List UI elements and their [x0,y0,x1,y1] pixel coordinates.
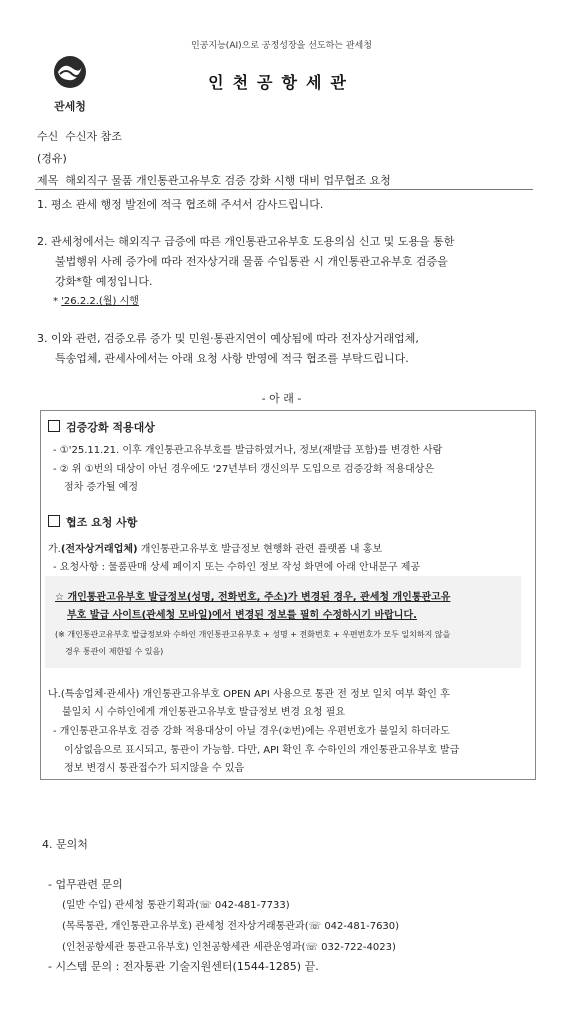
section-1-line-2: - ② 위 ①번의 대상이 아닌 경우에도 '27년부터 갱신의무 도입으로 검증강화 적용대상은 [53,464,435,475]
paragraph-3-line-1: 3. 이와 관련, 검증오류 증가 및 민원·통관지연이 예상됨에 따라 전자상거래업체, [37,332,419,345]
item-na-line-1: 나.(특송업체·관세사) 개인통관고유부호 OPEN API 사용으로 통관 전 정보 일치 여부 확인 후 [48,689,450,700]
section-1-heading [48,419,155,435]
item-ga-party: (전자상거래업체) [60,544,138,555]
item-na-sub-1: - 개인통관고유부호 검증 강화 적용대상이 아닐 경우(②번)에는 우편번호가 불일치 하더라도 [53,726,450,737]
checkbox-square-icon [48,515,60,527]
close-paren: ) [391,942,396,953]
notice-note-2: 경우 통관이 제한될 수 있음) [65,647,164,656]
notice-line-2: 부호 발급 사이트(관세청 모바일)에서 변경된 정보를 필히 수정하시기 바랍니다. [67,610,417,621]
contact-system: - 시스템 문의 : 전자통관 기술지원센터(1544-1285) 끝. [48,960,319,973]
contact-2-label: (목록통관, 개인통관고유부호) 관세청 전자상거래통관과( [62,921,309,932]
contact-row-3 [62,938,396,953]
section-1-title: 검증강화 적용대상 [66,421,155,434]
effective-date: '26.2.2.(월) 시행 [61,296,139,307]
contact-3-label: (인천공항세관 통관고유부호) 인천공항세관 세관운영과( [62,942,306,953]
item-na-line-2: 불일치 시 수하인에게 개인통관고유부호 발급정보 변경 요청 필요 [62,707,346,718]
note-prefix: * [53,296,62,307]
contact-1-phone: 042-481-7733 [214,900,286,911]
item-na-sub-3: 정보 변경시 통관접수가 되지않을 수 있음 [64,763,245,774]
paragraph-2-line-1: 2. 관세청에서는 해외직구 급증에 따른 개인통관고유부호 도용의심 신고 및 도용을 통한 [37,235,455,248]
contact-heading: 4. 문의처 [42,838,88,851]
contact-row-1 [62,896,290,911]
subject-value: 해외직구 물품 개인통관고유부호 검증 강화 시행 대비 업무협조 요청 [65,174,391,187]
below-heading: - 아 래 - [261,392,302,405]
contact-2-phone: 042-481-7630 [324,921,396,932]
contact-3-phone: 032-722-4023 [321,942,392,953]
paragraph-2-note [53,292,139,307]
notice-note-1: (※ 개인통관고유부호 발급정보와 수하인 개인통관고유부호 + 성명 + 전화번호 + 우편번호가 모두 일치하지 않을 [55,630,451,639]
section-2-heading [48,514,137,530]
phone-icon: ☏ [308,921,322,932]
section-1-line-1: - ①'25.11.21. 이후 개인통관고유부호를 발급하였거나, 정보(재발급 포함)를 변경한 사람 [53,445,443,456]
item-ga [48,540,382,555]
recipient-label: 수신 [37,130,59,143]
item-ga-prefix: 가. [48,544,61,555]
divider [35,189,533,190]
close-paren: ) [395,921,400,932]
notice-line-1: ☆ 개인통관고유부호 발급정보(성명, 전화번호, 주소)가 변경된 경우, 관세청 개인통관고유 [55,592,451,603]
checkbox-square-icon [48,420,60,432]
contact-biz-label: - 업무관련 문의 [48,878,123,891]
paragraph-2-line-3: 강화*할 예정입니다. [55,275,153,288]
close-paren: ) [285,900,290,911]
section-2-title: 협조 요청 사항 [66,516,138,529]
phone-icon: ☏ [199,900,212,911]
recipient-value: 수신자 참조 [65,130,122,143]
org-title: 인천공항세관 [208,73,355,92]
contact-row-2 [62,917,399,932]
item-ga-text: 개인통관고유부호 발급정보 현행화 관련 플랫폼 내 홍보 [140,544,383,555]
recipient-row [37,128,122,144]
item-na-sub-2: 이상없음으로 표시되고, 통관이 가능함. 다만, API 확인 후 수하인의 개인통관고유부호 발급 [64,745,460,756]
paragraph-3-line-2: 특송업체, 관세사에서는 아래 요청 사항 반영에 적극 협조를 부탁드립니다. [55,352,409,365]
contact-1-label: (일반 수입) 관세청 통관기획과( [62,900,200,911]
paragraph-2-line-2: 불법행위 사례 증가에 따라 전자상거래 물품 수입통관 시 개인통관고유부호 검증을 [55,255,448,268]
paragraph-1: 1. 평소 관세 행정 발전에 적극 협조해 주셔서 감사드립니다. [37,198,324,211]
subject-row [37,172,391,188]
header-slogan: 인공지능(AI)으로 공정성장을 선도하는 관세청 [191,41,372,51]
phone-icon: ☏ [305,942,318,953]
subject-label: 제목 [37,174,59,187]
logo-text: 관세청 [54,100,86,113]
via-row: (경유) [37,152,67,165]
item-ga-sub: - 요청사항 : 물품판매 상세 페이지 또는 수하인 정보 작성 화면에 아래 안내문구 제공 [53,562,421,573]
section-1-line-3: 점차 증가될 예정 [64,482,138,493]
